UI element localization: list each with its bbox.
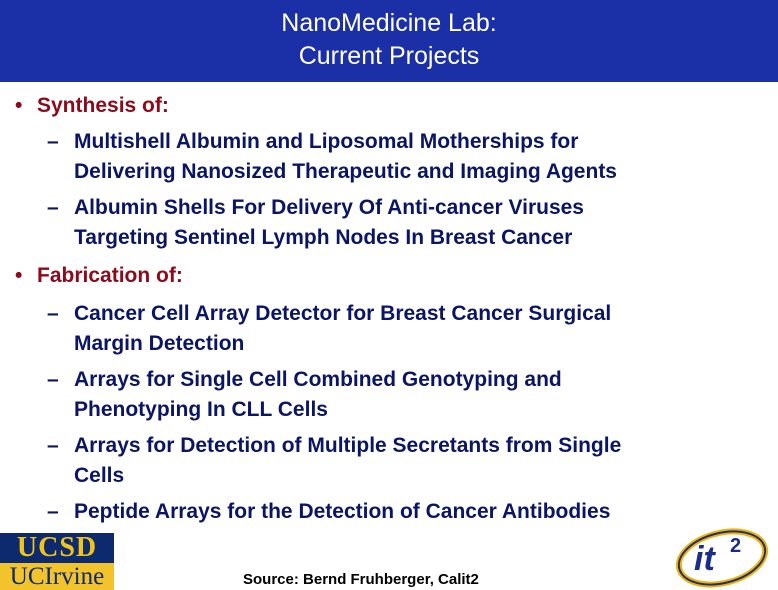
svg-text:it: it — [694, 540, 715, 578]
list-item-line-1: Multishell Albumin and Liposomal Motherships for — [74, 130, 579, 153]
list-item — [47, 193, 747, 253]
it2-logo-icon — [672, 520, 776, 590]
dash-marker: – — [47, 500, 59, 523]
section-heading-text: Synthesis of: — [37, 94, 169, 117]
dash-marker: – — [47, 196, 59, 219]
bullet-marker: • — [15, 264, 23, 287]
list-item — [47, 127, 747, 187]
section-heading-text: Fabrication of: — [37, 264, 183, 287]
list-item-line-2: Targeting Sentinel Lymph Nodes In Breast Cancer — [74, 226, 573, 249]
ucsd-logo: UCSD — [0, 533, 114, 563]
dash-marker: – — [47, 434, 59, 457]
dash-marker: – — [47, 368, 59, 391]
list-item — [47, 431, 747, 491]
list-item-line-2: Cells — [74, 464, 125, 487]
list-item-line-1: Albumin Shells For Delivery Of Anti-cancer Viruses — [74, 196, 584, 219]
list-item-line-1: Cancer Cell Array Detector for Breast Cancer Surgical — [74, 302, 612, 325]
dash-marker: – — [47, 130, 59, 153]
source-credit: Source: Bernd Fruhberger, Calit2 — [243, 571, 479, 588]
dash-marker: – — [47, 302, 59, 325]
section-heading-synthesis — [15, 93, 169, 119]
list-item — [47, 497, 747, 527]
list-item-line-1: Peptide Arrays for the Detection of Cancer Antibodies — [74, 500, 611, 523]
slide-header — [0, 0, 778, 82]
list-item-line-1: Arrays for Detection of Multiple Secretants from Single — [74, 434, 622, 457]
slide-title-line-2: Current Projects — [298, 42, 480, 70]
section-heading-fabrication — [15, 263, 183, 289]
svg-text:2: 2 — [730, 535, 742, 557]
list-item — [47, 299, 747, 359]
slide-title-line-1: NanoMedicine Lab: — [281, 9, 497, 37]
bullet-marker: • — [15, 94, 23, 117]
list-item-line-2: Phenotyping In CLL Cells — [74, 398, 328, 421]
list-item-line-2: Delivering Nanosized Therapeutic and Imaging Agents — [74, 160, 617, 183]
list-item-line-1: Arrays for Single Cell Combined Genotyping and — [74, 368, 562, 391]
list-item — [47, 365, 747, 425]
uc-irvine-logo: UCIrvine — [0, 563, 114, 590]
list-item-line-2: Margin Detection — [74, 332, 245, 355]
